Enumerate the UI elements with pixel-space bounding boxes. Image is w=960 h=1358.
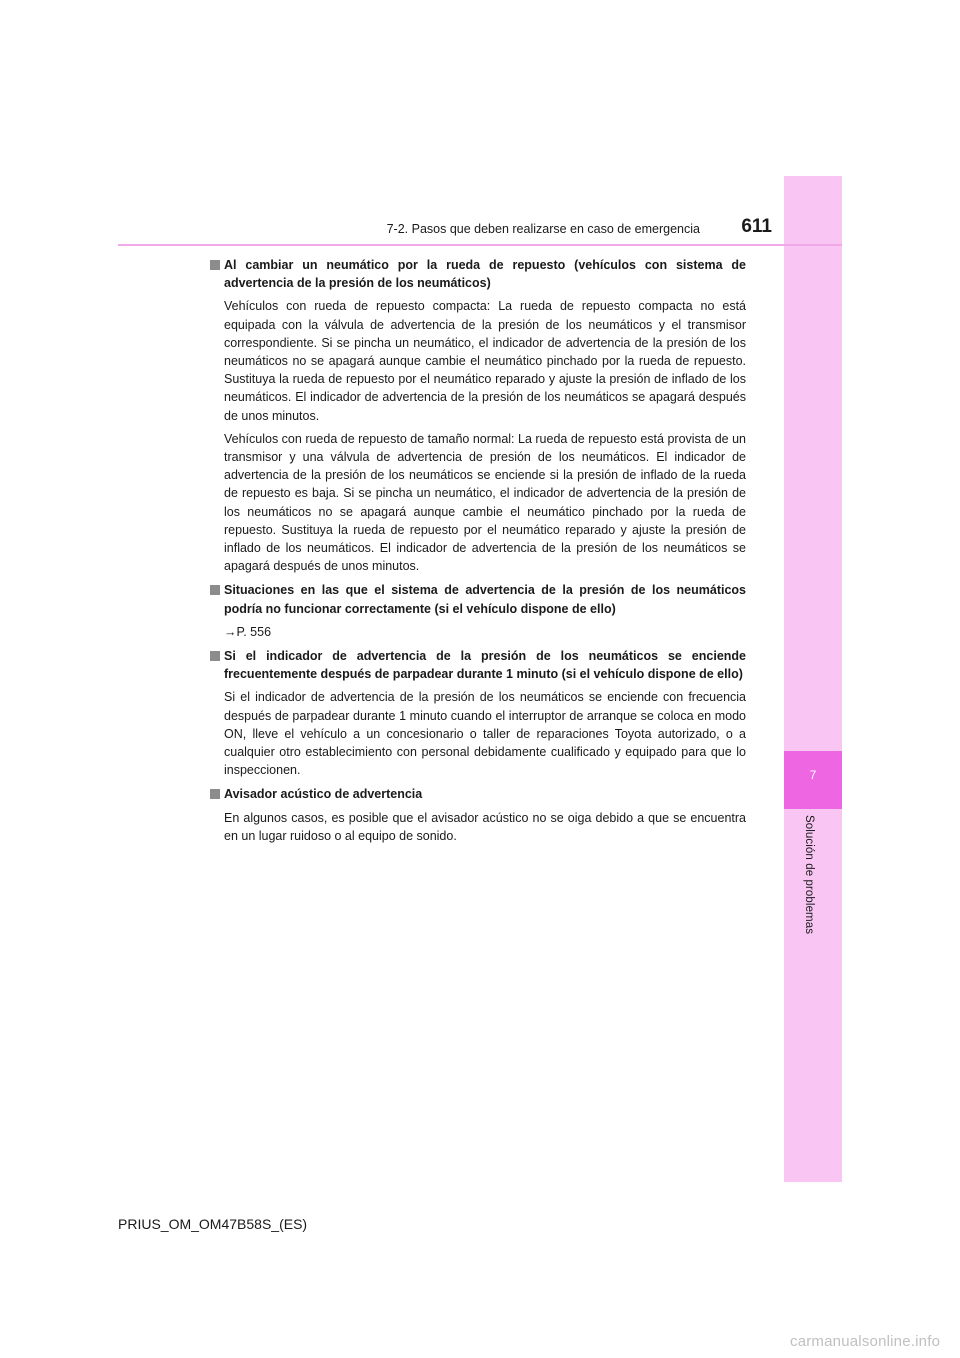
header-rule [118, 244, 842, 246]
subsection-heading [210, 581, 746, 617]
chapter-number: 7 [809, 768, 817, 782]
paragraph: Si el indicador de advertencia de la presión de los neumáticos se enciende con frecuencia después de parpadear durante 1 minuto cuando el interruptor de arranque se coloca en modo ON, lleve el vehículo a un concesionario o taller de reparaciones Toyota autorizado, o a cualquier otro establecimiento con personal debidamente cualificado y equipado para que lo inspeccionen. [224, 690, 746, 778]
square-bullet-icon [210, 789, 220, 799]
page-number: 611 [741, 216, 772, 237]
page-content [210, 256, 746, 850]
document-code: PRIUS_OM_OM47B58S_(ES) [118, 1216, 308, 1232]
square-bullet-icon [210, 585, 220, 595]
subsection-heading [210, 785, 746, 803]
paragraph: En algunos casos, es posible que el avisador acústico no se oiga debido a que se encuentra en un lugar ruidoso o al equipo de sonido. [224, 810, 746, 843]
watermark: carmanualsonline.info [790, 1333, 941, 1350]
subsection-heading [210, 647, 746, 683]
subsection-heading-text: Situaciones en las que el sistema de advertencia de la presión de los neumáticos podría no funcionar correctamente (si el vehículo dispone de ello) [224, 583, 746, 616]
paragraph: Vehículos con rueda de repuesto de tamaño normal: La rueda de repuesto está provista de un transmisor y una válvula de advertencia de presión de los neumáticos. El indicador de advertencia de la presión de los neumáticos se enciende si la presión de inflado de la rueda de repuesto es baja. Si se pincha un neumático, el indicador de advertencia de la presión de los neumáticos no se apagará aunque cambie el neumático pinchado por la rueda de repuesto. Sustituya la rueda de repuesto por el neumático reparado y ajuste la presión de inflado de los neumáticos. El indicador de advertencia de la presión de los neumáticos se apagará después de unos minutos. [224, 431, 746, 574]
subsection-heading-text: Avisador acústico de advertencia [224, 787, 423, 802]
paragraph: Vehículos con rueda de repuesto compacta: La rueda de repuesto compacta no está equipada con la válvula de advertencia de la presión de los neumáticos y el transmisor correspondiente. Si se pincha un neumático, el indicador de advertencia de la presión de los neumáticos no se apagará aunque cambie el neumático pinchado por la rueda de repuesto. Sustituya la rueda de repuesto por el neumático reparado y ajuste la presión de inflado de los neumáticos. El indicador de advertencia de la presión de los neumáticos se apagará después de unos minutos. [224, 299, 746, 423]
chapter-side-tab [784, 176, 842, 1182]
chapter-title: Solución de problemas [803, 815, 815, 935]
square-bullet-icon [210, 260, 220, 270]
page-reference: →P. 556 [224, 624, 272, 639]
subsection-heading [210, 256, 746, 292]
square-bullet-icon [210, 651, 220, 661]
section-title: 7-2. Pasos que deben realizarse en caso de emergencia [386, 222, 700, 236]
subsection-heading-text: Si el indicador de advertencia de la presión de los neumáticos se enciende frecuentemente después de parpadear durante 1 minuto (si el vehículo dispone de ello) [224, 649, 746, 682]
subsection-heading-text: Al cambiar un neumático por la rueda de repuesto (vehículos con sistema de advertencia de la presión de los neumáticos) [224, 258, 746, 291]
